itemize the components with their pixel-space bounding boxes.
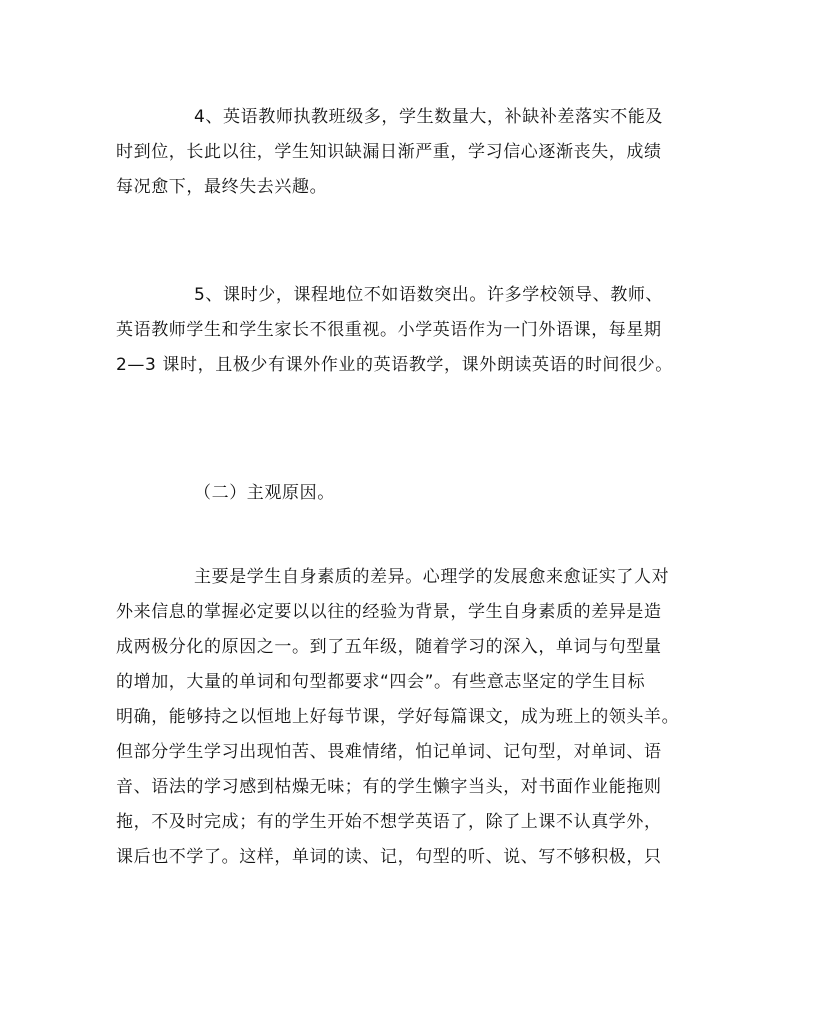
paragraph-line: 主要是学生自身素质的差异。心理学的发展愈来愈证实了人对 — [194, 567, 670, 587]
paragraph-line: 5、课时少，课程地位不如语数突出。许多学校领导、教师、 — [194, 285, 664, 305]
paragraph-main — [116, 560, 706, 875]
paragraph-line: 2—3 课时，且极少有课外作业的英语教学，课外朗读英语的时间很少。 — [116, 355, 673, 375]
paragraph-line: 课后也不学了。这样，单词的读、记，句型的听、说、写不够积极，只 — [116, 847, 662, 867]
paragraph-line: 明确，能够持之以恒地上好每节课，学好每篇课文，成为班上的领头羊。 — [116, 707, 680, 727]
paragraph-line: 音、语法的学习感到枯燥无味；有的学生懒字当头，对书面作业能拖则 — [116, 777, 662, 797]
paragraph-line: 成两极分化的原因之一。到了五年级，随着学习的深入，单词与句型量 — [116, 637, 662, 657]
paragraph-line: 英语教师学生和学生家长不很重视。小学英语作为一门外语课，每星期 — [116, 320, 662, 340]
section-heading: （二）主观原因。 — [194, 483, 335, 503]
paragraph-line: 时到位，长此以往，学生知识缺漏日渐严重，学习信心逐渐丧失，成绩 — [116, 142, 662, 162]
paragraph-line: 每况愈下，最终失去兴趣。 — [116, 177, 328, 197]
paragraph-5 — [116, 278, 706, 383]
paragraph-line: 但部分学生学习出现怕苦、畏难情绪，怕记单词、记句型，对单词、语 — [116, 742, 662, 762]
paragraph-line: 拖，不及时完成；有的学生开始不想学英语了，除了上课不认真学外， — [116, 812, 662, 832]
paragraph-4 — [116, 100, 706, 205]
paragraph-line: 的增加，大量的单词和句型都要求“四会”。有些意志坚定的学生目标 — [116, 672, 646, 692]
paragraph-line: 4、英语教师执教班级多，学生数量大，补缺补差落实不能及 — [194, 107, 664, 127]
paragraph-line: 外来信息的掌握必定要以以往的经验为背景，学生自身素质的差异是造 — [116, 602, 662, 622]
